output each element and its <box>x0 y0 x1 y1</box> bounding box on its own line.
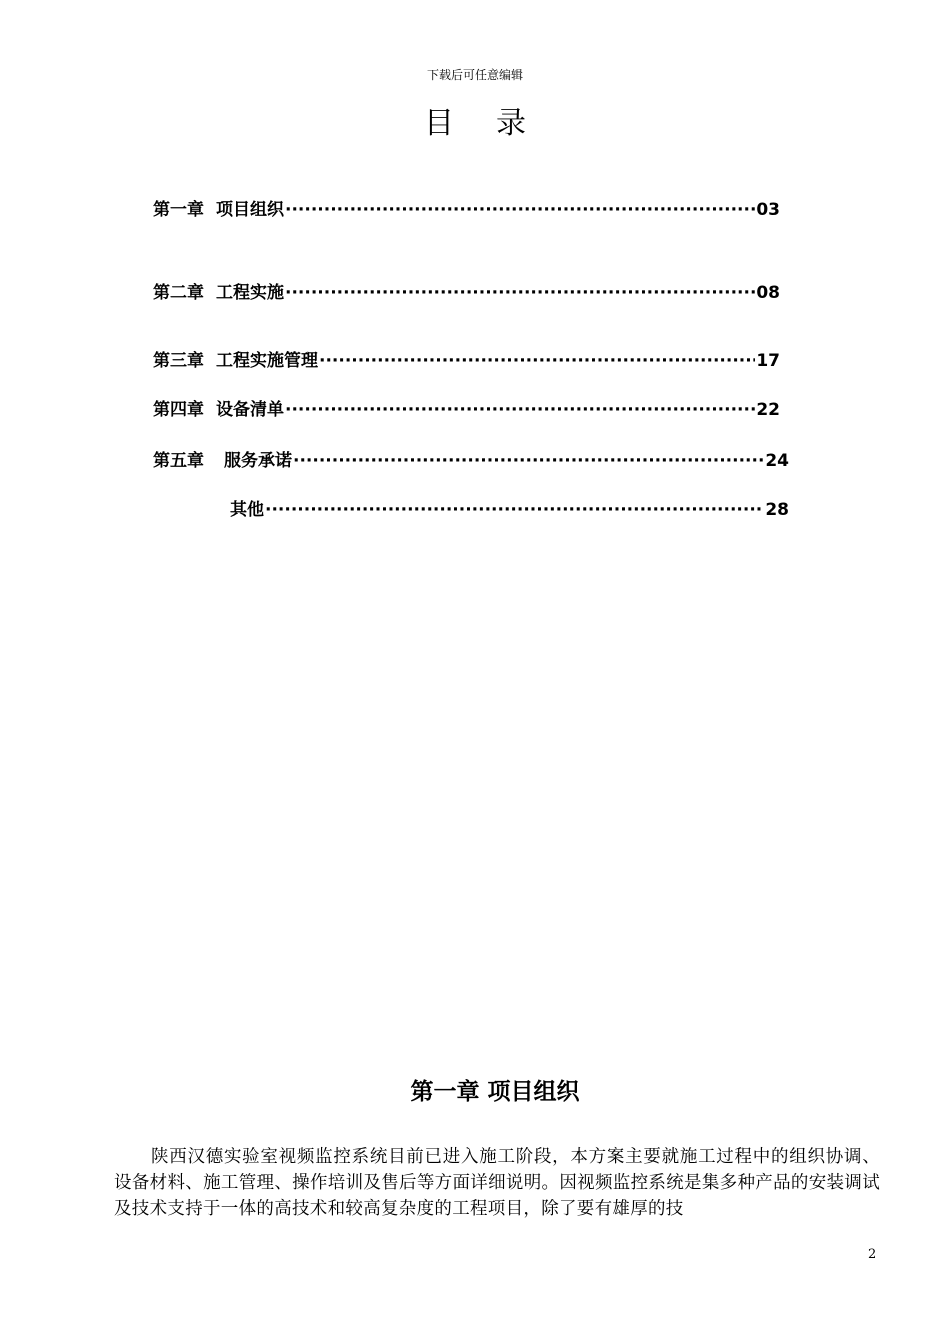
toc-entry-3[interactable] <box>153 349 780 373</box>
toc-leader-dots <box>265 498 764 522</box>
toc-chapter-name: 服务承诺 <box>224 451 292 471</box>
toc-chapter-name: 设备清单 <box>216 400 284 420</box>
toc-chapter-number: 第四章 <box>153 400 204 420</box>
header-note: 下载后可任意编辑 <box>426 68 523 82</box>
toc-chapter-name: 工程实施管理 <box>216 351 318 371</box>
toc-chapter-number: 第三章 <box>153 351 204 371</box>
toc-leader-dots <box>285 281 755 305</box>
toc-chapter-number: 第一章 <box>153 200 204 220</box>
toc-leader-dots <box>319 349 755 373</box>
toc-page-number: 08 <box>756 283 780 303</box>
toc-chapter-number: 第二章 <box>153 283 204 303</box>
toc-leader-dots <box>285 398 755 422</box>
toc-page-number: 03 <box>756 200 780 220</box>
toc-chapter-name: 项目组织 <box>216 200 284 220</box>
toc-page-number: 28 <box>765 500 789 520</box>
page-number: 2 <box>868 1247 877 1262</box>
toc-entry-2[interactable] <box>153 281 780 305</box>
toc-chapter-name: 其他 <box>230 500 264 520</box>
toc-title: 目录 <box>424 106 568 141</box>
toc-page-number: 17 <box>756 351 780 371</box>
toc-entry-6[interactable] <box>230 498 789 522</box>
chapter-heading: 第一章 项目组织 <box>410 1079 580 1105</box>
toc-leader-dots <box>285 198 755 222</box>
toc-page-number: 24 <box>765 451 789 471</box>
toc-leader-dots <box>293 449 764 473</box>
body-paragraph: 陕西汉德实验室视频监控系统目前已进入施工阶段，本方案主要就施工过程中的组织协调、设备材料、施工管理、操作培训及售后等方面详细说明。因视频监控系统是集多种产品的安装调试及技术支持于一体的高技术和较高复杂度的工程项目，除了要有雄厚的技 <box>114 1147 880 1219</box>
toc-entry-5[interactable] <box>153 449 789 473</box>
toc-entry-4[interactable] <box>153 398 780 422</box>
toc-page-number: 22 <box>756 400 780 420</box>
toc-entry-1[interactable] <box>153 198 780 222</box>
toc-chapter-number: 第五章 <box>153 451 204 471</box>
toc-chapter-name: 工程实施 <box>216 283 284 303</box>
